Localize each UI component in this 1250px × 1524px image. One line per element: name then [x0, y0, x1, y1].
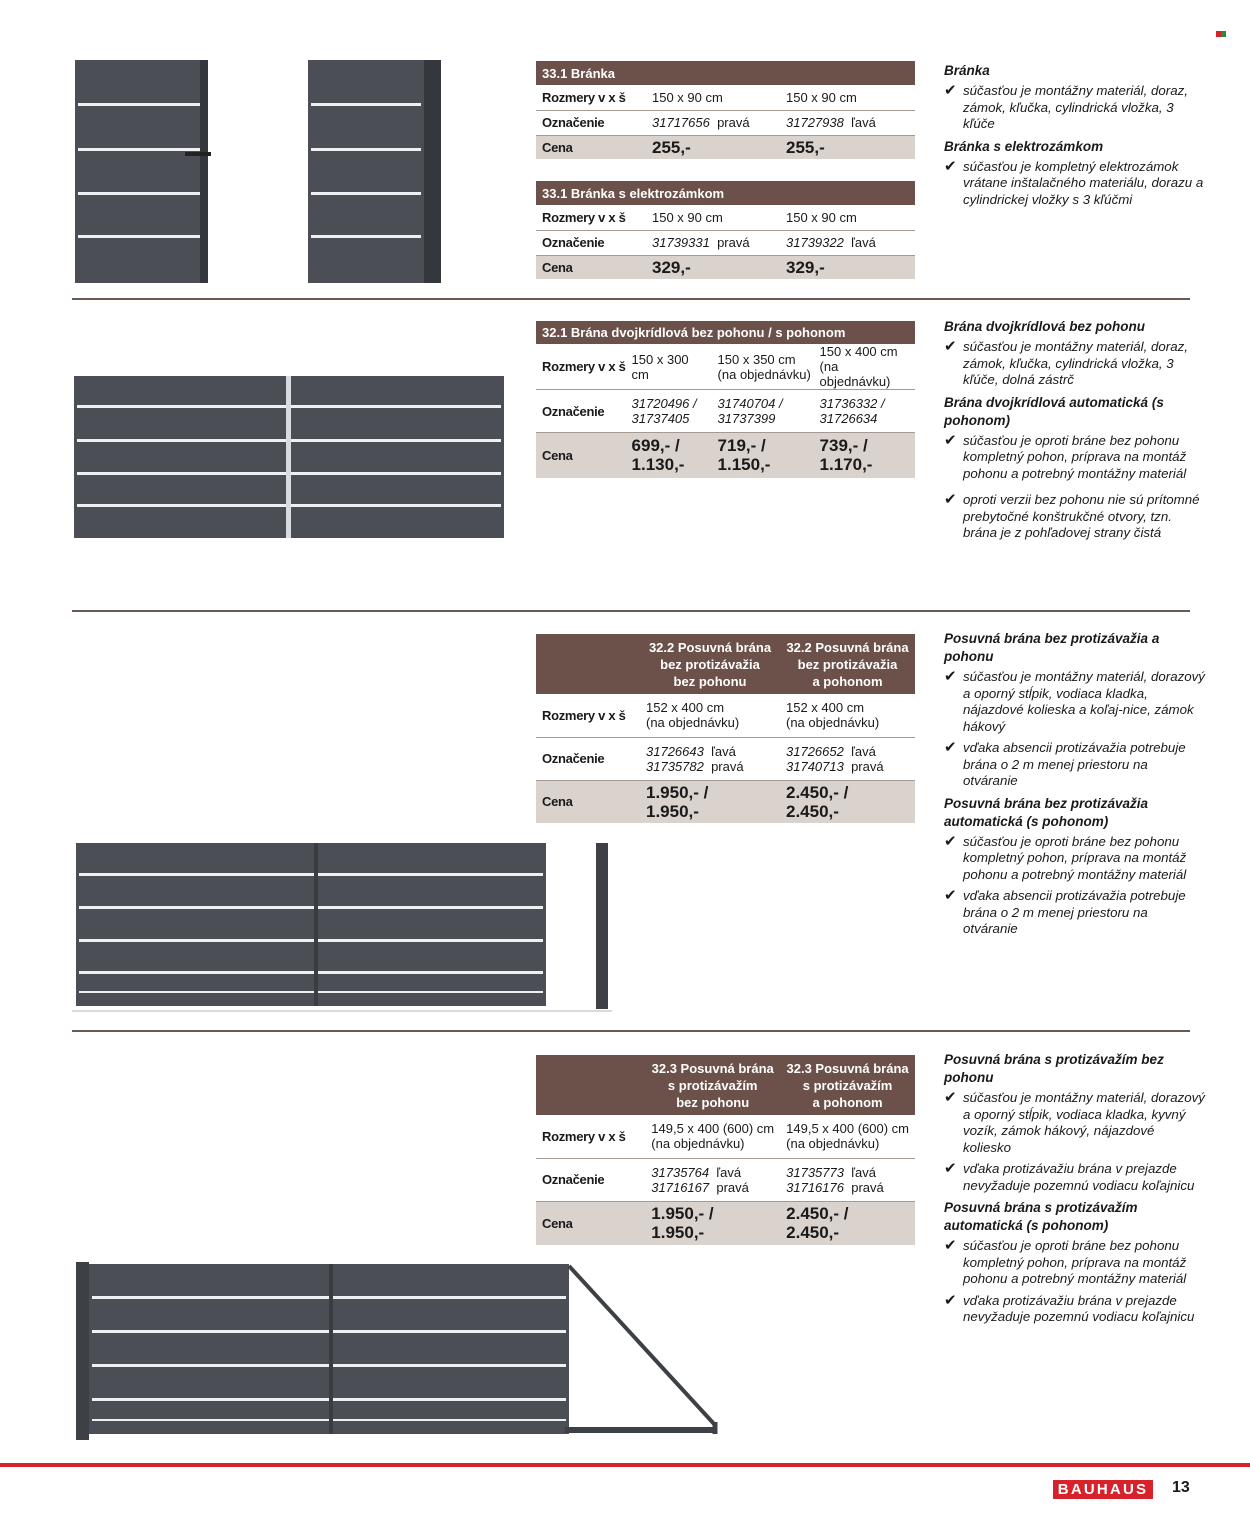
price-table-sliding-gate — [536, 634, 915, 823]
gate-image-left — [75, 60, 208, 283]
description-heading: Brána dvojkrídlová bez pohonu — [944, 319, 1146, 334]
price-value: 699,- / — [631, 436, 680, 456]
price-value: 2.450,- / — [786, 1204, 849, 1224]
ground-line — [72, 1010, 612, 1012]
dimension-value: 150 x 300 cm — [628, 344, 714, 390]
side-label: pravá — [716, 1179, 749, 1195]
description-heading: Posuvná brána bez protizávažia automatická (s pohonom) — [944, 795, 1149, 829]
description-gate — [944, 62, 1206, 213]
order-note: (na objednávku) — [786, 1136, 880, 1152]
column-header: s protizávažím — [667, 1077, 758, 1093]
bullet-item: ✔ oproti verzii bez pohonu nie sú prítomné prebytočné konštrukčné otvory, tzn. brána je z pohľadovej strany čistá — [944, 491, 1200, 540]
column-header: bez pohonu — [673, 673, 747, 689]
dimension-value: 149,5 x 400 (600) cm — [651, 1121, 775, 1137]
code-label: Označenie — [536, 110, 646, 135]
price-value: 739,- / — [819, 436, 868, 456]
dimension-value: 149,5 x 400 (600) cm — [786, 1121, 909, 1137]
side-label: ľavá — [851, 1164, 876, 1180]
description-counterweight-gate — [944, 1051, 1206, 1331]
check-icon: ✔ — [944, 157, 957, 175]
gate-image-right — [308, 60, 441, 283]
bullet-item: ✔ súčasťou je montážny materiál, dorazový a oporný stĺpik, vodiaca kladka, nájazdové kolieska a koľaj-nice, zámok hákový — [944, 668, 1205, 734]
price-value: 2.450,- — [786, 1223, 840, 1243]
code-label: Označenie — [536, 737, 640, 780]
description-heading: Bránka s elektrozámkom — [944, 138, 1104, 154]
dimension-label: Rozmery v x š — [536, 1115, 645, 1158]
bullet-item: ✔ súčasťou je montážny materiál, dorazový a oporný stĺpik, vodiaca kladka, kyvný vozík, zámok hákový, nájazdové koliesko — [944, 1089, 1205, 1155]
check-icon: ✔ — [944, 491, 957, 508]
description-heading: Posuvná brána bez protizávažia a pohonu — [944, 631, 1160, 664]
bullet-item: ✔ súčasťou je montážny materiál, doraz, zámok, kľučka, cylindrická vložka, 3 kľúče, dolná zástrč — [944, 338, 1188, 387]
side-label: ľavá — [851, 743, 876, 759]
bauhaus-logo: BAUHAUS — [1053, 1480, 1153, 1499]
code-label: Označenie — [536, 1158, 645, 1201]
column-header: bez pohonu — [676, 1094, 750, 1110]
description-sliding-gate — [944, 630, 1206, 943]
price-value: 329,- — [780, 255, 915, 279]
side-label: pravá — [711, 758, 744, 774]
bullet-item: ✔ súčasťou je oproti bráne bez pohonu kompletný pohon, príprava na montáž pohonu a potrebný montážny materiál — [944, 832, 1187, 882]
description-heading: Brána dvojkrídlová automatická (s pohonom) — [944, 394, 1164, 428]
dimension-label: Rozmery v x š — [536, 205, 646, 230]
side-label: ľavá — [711, 743, 736, 759]
column-header: bez protizávažia — [660, 656, 760, 672]
price-table-counterweight-gate — [536, 1055, 915, 1245]
table-title: 33.1 Bránka s elektrozámkom — [536, 181, 915, 205]
check-icon: ✔ — [944, 1291, 957, 1309]
check-icon: ✔ — [944, 431, 957, 449]
bullet-item: ✔ vďaka protizávažiu brána v prejazde nevyžaduje pozemnú vodiacu koľajnicu — [944, 1291, 1195, 1324]
column-header: 32.3 Posuvná brána — [651, 1060, 774, 1076]
check-icon: ✔ — [944, 82, 957, 99]
sliding-gate-image — [76, 843, 546, 1006]
dimension-label: Rozmery v x š — [536, 694, 640, 737]
corner-mark-icon — [1216, 31, 1226, 37]
price-value: 1.130,- — [631, 455, 685, 475]
check-icon: ✔ — [944, 338, 957, 355]
order-note: (na objednávku) — [651, 1136, 745, 1152]
bullet-item: ✔ súčasťou je kompletný elektrozámok vrátane inštalačného materiálu, dorazu a cylindrickej vložky s 3 kľúčmi — [944, 157, 1204, 207]
product-code: 31739322 — [786, 235, 844, 250]
bullet-item: ✔ vďaka absencii protizávažia potrebuje bránа o 2 m menej priestoru na otváranie — [944, 739, 1186, 788]
dimension-value: 150 x 350 cm — [717, 351, 796, 367]
price-value: 1.950,- — [651, 1223, 705, 1243]
product-code: 31716176 — [786, 1179, 844, 1195]
dimension-value: 150 x 90 cm — [646, 85, 780, 110]
dimension-value: 150 x 90 cm — [646, 205, 780, 230]
price-value: 329,- — [646, 255, 780, 279]
column-header: a pohonom — [812, 1094, 883, 1110]
product-code: 31726634 — [819, 411, 878, 426]
counterweight-frame — [565, 1262, 725, 1442]
order-note: (na objednávku) — [786, 715, 880, 731]
code-label: Označenie — [536, 230, 646, 255]
price-value: 1.170,- — [819, 455, 873, 475]
bullet-item: ✔ súčasťou je montážny materiál, doraz, zámok, kľučka, cylindrická vložka, 3 kľúče — [944, 82, 1188, 131]
product-code: 31720496 / — [631, 396, 697, 411]
side-label: ľavá — [851, 115, 876, 130]
price-value: 2.450,- / — [786, 782, 849, 802]
bullet-item: ✔ súčasťou je oproti bráne bez pohonu kompletný pohon, príprava na montáž pohonu a potrebný montážny materiál — [944, 431, 1187, 481]
column-header: a pohonom — [812, 673, 883, 689]
product-code: 31740713 — [786, 758, 844, 774]
bullet-item: ✔ vďaka absencii protizávažia potrebuje brána o 2 m menej priestoru na otváranie — [944, 887, 1186, 936]
price-label: Cena — [536, 433, 628, 478]
side-label: pravá — [717, 115, 750, 130]
price-value: 1.150,- — [717, 455, 771, 475]
column-header: 32.3 Posuvná brána — [786, 1060, 909, 1076]
product-code: 31740704 / — [717, 396, 783, 411]
product-code: 31735764 — [651, 1164, 710, 1180]
product-code: 31739331 — [652, 235, 710, 250]
price-value: 1.950,- / — [646, 782, 709, 802]
price-table-gate — [536, 61, 915, 159]
side-label: ľavá — [851, 235, 876, 250]
price-label: Cena — [536, 135, 646, 159]
description-heading: Bránka — [944, 63, 990, 78]
column-header: 32.2 Posuvná brána — [786, 639, 909, 655]
check-icon: ✔ — [944, 739, 957, 756]
product-code: 31717656 — [652, 115, 710, 130]
page-number: 13 — [1172, 1479, 1190, 1496]
description-heading: Posuvná brána s protizávažím automatická (s pohonom) — [944, 1200, 1138, 1233]
check-icon: ✔ — [944, 1237, 957, 1254]
footer-red-line — [0, 1463, 1250, 1467]
product-code: 31737399 — [717, 411, 776, 426]
column-header: bez protizávažia — [797, 656, 898, 672]
price-label: Cena — [536, 780, 640, 823]
dimension-value: 152 x 400 cm — [646, 700, 725, 716]
product-code: 31727938 — [786, 115, 844, 130]
code-label: Označenie — [536, 390, 628, 433]
column-header: s protizávažím — [802, 1077, 893, 1093]
product-code: 31735773 — [786, 1164, 844, 1180]
product-code: 31726652 — [786, 743, 844, 759]
dimension-value: 150 x 90 cm — [780, 205, 915, 230]
order-note: (na objednávku) — [819, 359, 891, 389]
table-title: 32.1 Brána dvojkrídlová bez pohonu / s pohonom — [536, 321, 915, 344]
product-code: 31736332 / — [819, 396, 885, 411]
side-label: pravá — [851, 758, 884, 774]
order-note: (na objednávku) — [717, 366, 811, 382]
price-table-double-gate — [536, 321, 915, 478]
side-label: pravá — [717, 235, 750, 250]
check-icon: ✔ — [944, 832, 957, 850]
section-divider — [72, 298, 1190, 300]
double-gate-image — [74, 376, 504, 538]
price-value: 1.950,- — [646, 801, 699, 821]
bullet-item: ✔ súčasťou je oproti bráne bez pohonu kompletný pohon, príprava na montáž pohonu a potrebný montážny materiál — [944, 1237, 1187, 1286]
dimension-value: 152 x 400 cm — [786, 700, 865, 716]
section-divider — [72, 610, 1190, 612]
dimension-label: Rozmery v x š — [536, 344, 628, 390]
check-icon: ✔ — [944, 1160, 957, 1177]
order-note: (na objednávku) — [646, 715, 740, 731]
dimension-value: 150 x 400 cm — [819, 344, 898, 359]
check-icon: ✔ — [944, 1089, 957, 1106]
description-double-gate — [944, 318, 1206, 547]
price-value: 255,- — [646, 135, 780, 159]
price-label: Cena — [536, 255, 646, 279]
dimension-value: 150 x 90 cm — [780, 85, 915, 110]
gate-post — [76, 1262, 89, 1440]
price-label: Cena — [536, 1201, 645, 1245]
column-header: 32.2 Posuvná brána — [648, 639, 772, 655]
side-label: ľavá — [716, 1164, 742, 1180]
gate-post — [596, 843, 608, 1009]
check-icon: ✔ — [944, 887, 957, 904]
product-code: 31716167 — [651, 1179, 710, 1195]
bullet-item: ✔ vďaka protizávažiu brána v prejazde nevyžaduje pozemnú vodiacu koľajnicu — [944, 1160, 1195, 1193]
product-code: 31737405 — [631, 411, 690, 426]
counterweight-gate-image — [89, 1264, 569, 1434]
side-label: pravá — [851, 1179, 884, 1195]
table-title: 33.1 Bránka — [536, 61, 915, 85]
product-code: 31726643 — [646, 743, 704, 759]
description-heading: Posuvná brána s protizávažím bez pohonu — [944, 1052, 1164, 1085]
price-table-gate-electrolock — [536, 181, 915, 279]
dimension-label: Rozmery v x š — [536, 85, 646, 110]
price-value: 2.450,- — [786, 801, 839, 821]
price-value: 255,- — [780, 135, 915, 159]
price-value: 1.950,- / — [651, 1204, 714, 1224]
product-code: 31735782 — [646, 758, 704, 774]
section-divider — [72, 1030, 1190, 1032]
check-icon: ✔ — [944, 668, 957, 685]
price-value: 719,- / — [717, 436, 766, 456]
